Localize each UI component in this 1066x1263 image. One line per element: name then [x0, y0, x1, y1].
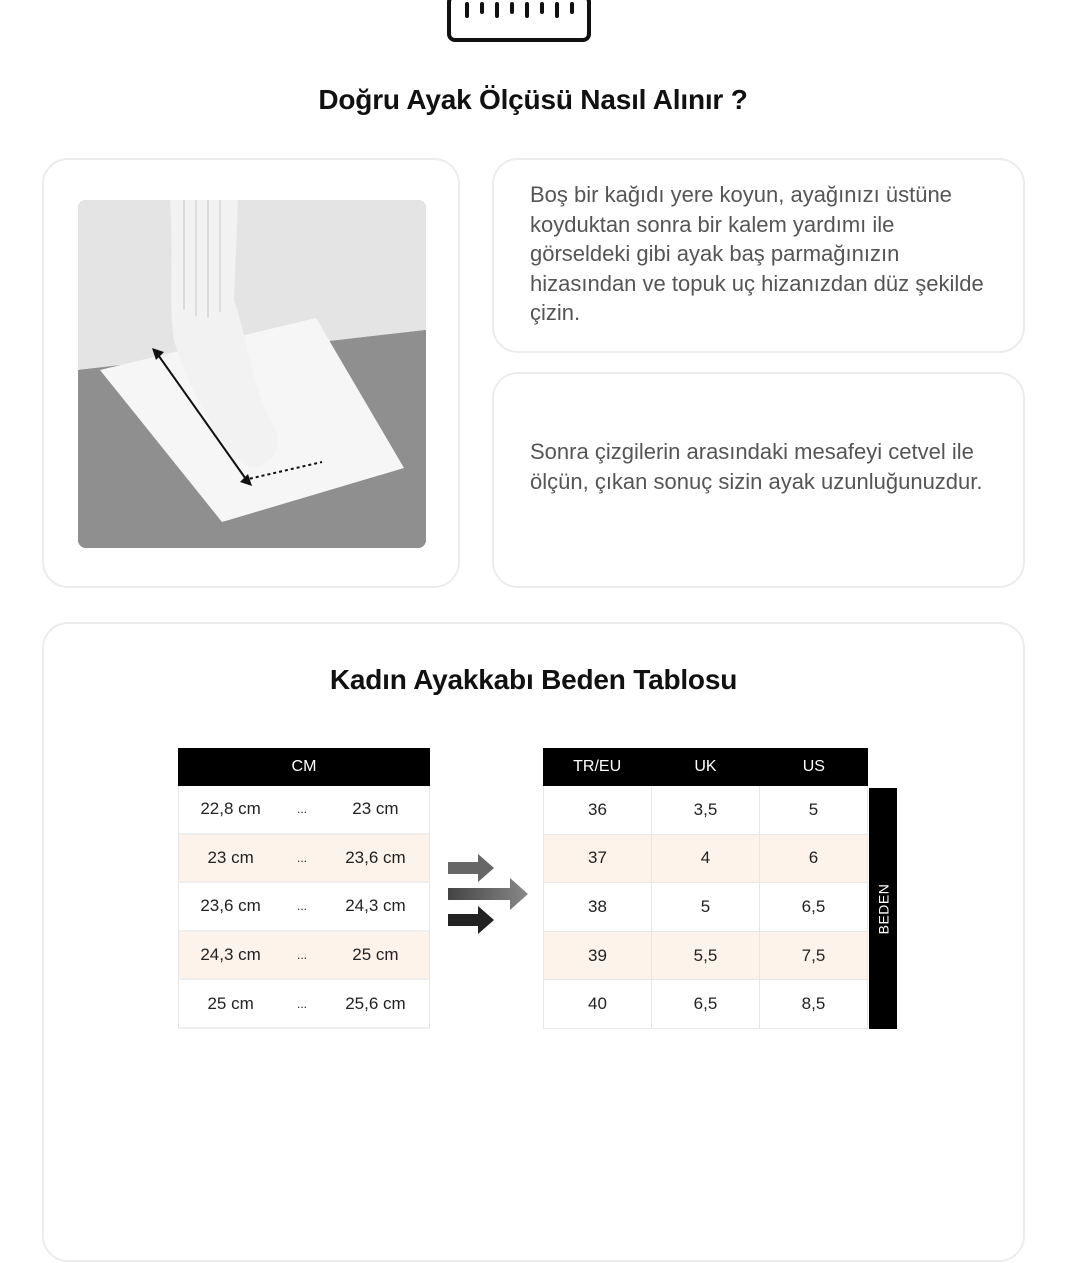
- page-title: Doğru Ayak Ölçüsü Nasıl Alınır ?: [318, 84, 748, 115]
- cm-header: [178, 748, 430, 786]
- photo-card: [42, 158, 460, 588]
- size-us: 6,5: [801, 896, 826, 916]
- size-uk: 3,5: [652, 786, 760, 834]
- size-table: [543, 748, 868, 1029]
- cm-separator: ...: [297, 948, 308, 963]
- size-tr-eu: 38: [544, 883, 652, 931]
- size-uk: 6,5: [652, 980, 760, 1028]
- cm-to: 25 cm: [352, 945, 399, 965]
- cm-row: [178, 883, 430, 932]
- cm-header-label: CM: [291, 758, 317, 775]
- size-uk: 5,5: [652, 932, 760, 980]
- cm-to: 23 cm: [352, 799, 399, 819]
- cm-from: 25 cm: [207, 993, 254, 1013]
- cm-row: [178, 980, 430, 1029]
- instruction-card-1: [492, 158, 1025, 353]
- cm-to: 24,3 cm: [345, 896, 406, 916]
- size-uk: 4: [652, 835, 760, 883]
- beden-label-text: BEDEN: [875, 883, 892, 934]
- instruction-card-2: [492, 372, 1025, 588]
- cm-separator: ...: [297, 850, 308, 865]
- cm-to: 23,6 cm: [345, 847, 406, 867]
- size-us: 8,5: [801, 994, 826, 1014]
- cm-separator: ...: [297, 802, 308, 817]
- size-tr-eu: 40: [544, 980, 652, 1028]
- size-row: [543, 835, 868, 884]
- cm-from: 23,6 cm: [200, 896, 261, 916]
- cm-separator: ...: [297, 996, 308, 1011]
- size-row: [543, 980, 868, 1029]
- size-us: 6: [808, 848, 819, 868]
- size-us: 5: [808, 799, 819, 819]
- cm-from: 24,3 cm: [200, 945, 261, 965]
- beden-side-label: [869, 788, 897, 1029]
- size-chart-card: [42, 622, 1025, 1262]
- cm-to: 25,6 cm: [345, 993, 406, 1013]
- header-tr-eu: TR/EU: [573, 758, 622, 775]
- size-uk: 5: [652, 883, 760, 931]
- size-row: [543, 786, 868, 835]
- header-uk: UK: [694, 758, 717, 775]
- size-tr-eu: 37: [544, 835, 652, 883]
- arrows-right-icon: [448, 852, 532, 936]
- size-us: 7,5: [801, 945, 826, 965]
- size-header: [543, 748, 868, 786]
- size-row: [543, 932, 868, 981]
- ruler-icon: [447, 0, 591, 44]
- size-tr-eu: 36: [544, 786, 652, 834]
- header-us: US: [802, 758, 825, 775]
- instruction-step-2: Sonra çizgilerin arasındaki mesafeyi cetvel ile ölçün, çıkan sonuç sizin ayak uzunluğunuzdur.: [530, 439, 983, 494]
- size-chart-title: Kadın Ayakkabı Beden Tablosu: [329, 664, 738, 695]
- size-tr-eu: 39: [544, 932, 652, 980]
- instruction-step-1: Boş bir kağıdı yere koyun, ayağınızı üstüne koyduktan sonra bir kalem yardımı ile görseldeki gibi ayak baş parmağınızın hizasından ve topuk uç hizanızdan düz şekilde çizin.: [530, 182, 984, 325]
- cm-from: 23 cm: [207, 847, 254, 867]
- cm-row: [178, 932, 430, 981]
- size-row: [543, 883, 868, 932]
- cm-separator: ...: [297, 899, 308, 914]
- cm-row: [178, 786, 430, 835]
- foot-measurement-photo: [78, 200, 426, 548]
- cm-from: 22,8 cm: [200, 799, 261, 819]
- cm-table: [178, 748, 430, 1029]
- cm-row: [178, 835, 430, 884]
